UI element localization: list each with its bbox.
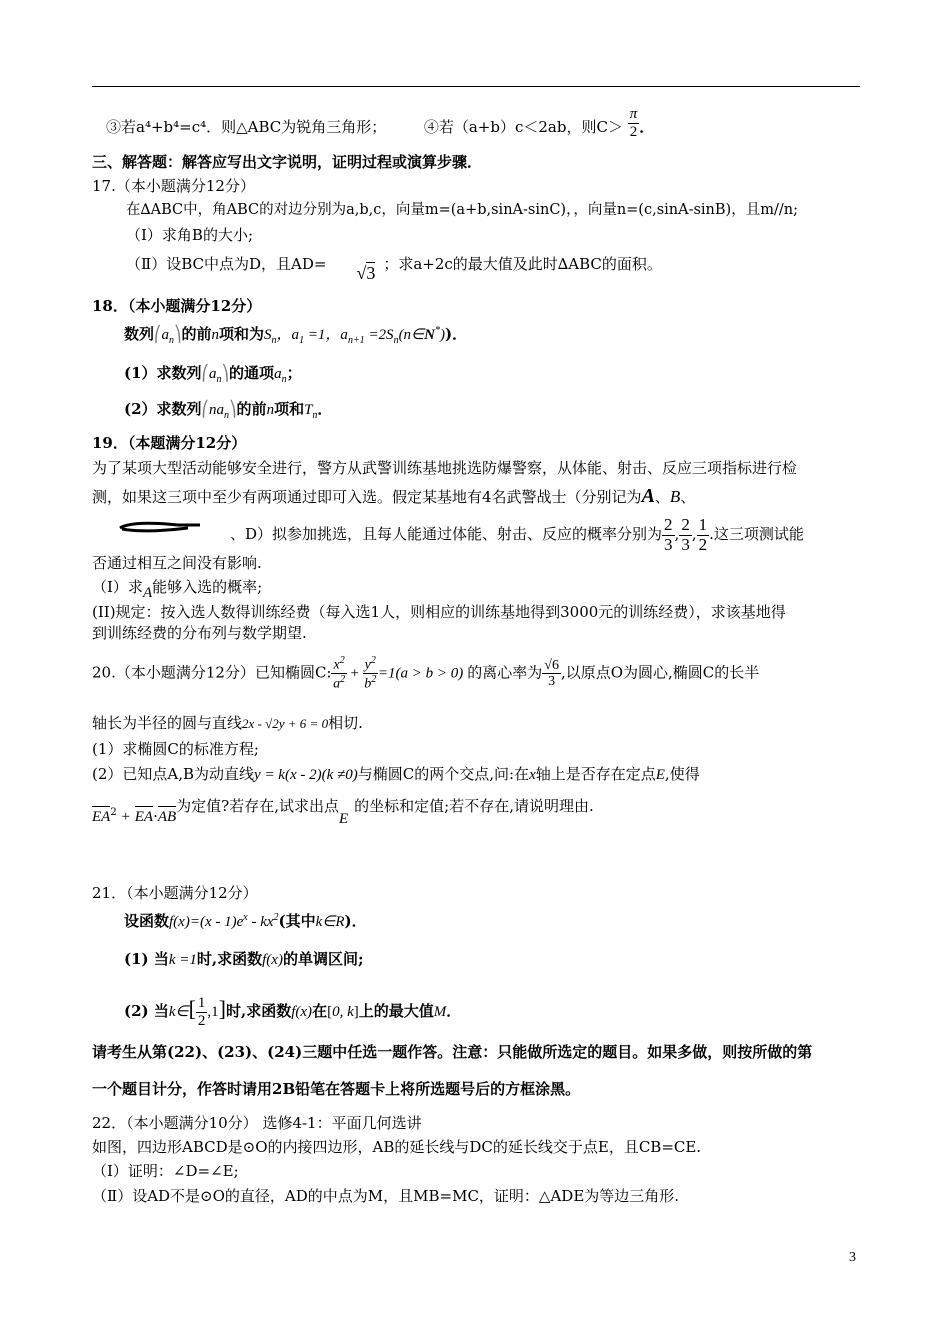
page-number: 3 xyxy=(849,1250,856,1265)
q19-part1: （Ⅰ）求A能够入选的概率; xyxy=(92,578,263,601)
q22-part2: （Ⅱ）设AD不是⊙O的直径，AD的中点为M，且MB=MC，证明：△ADE为等边三角形. xyxy=(92,1187,680,1205)
q17-part1: （Ⅰ）求角B的大小; xyxy=(126,226,254,244)
section-title: 三、解答题：解答应写出文字说明，证明过程或演算步骤． xyxy=(92,153,483,171)
q18-header: 18．（本小题满分12分） xyxy=(92,297,262,315)
q20-line2: 轴长为半径的圆与直线2x - √2y + 6 = 0相切. xyxy=(92,714,363,732)
q18-part2: (2）求数列$⎛na_n⎞$的前n项和$T_n$． xyxy=(124,400,333,421)
notice-line2: 一个题目计分，作答时请用2B铅笔在答题卡上将所选题号后的方框涂黑。 xyxy=(92,1080,581,1098)
q20-vector-line: $EA^2 + EA\cdot AB$为定值?若存在,试求出点E的坐标和定值;若不存在,请说明理由. xyxy=(92,797,594,827)
q19-line4: 否通过相互之间没有影响. xyxy=(92,554,262,572)
q19-part2b: 到训练经费的分布列与数学期望. xyxy=(92,624,307,642)
q19-line3: 、D）拟参加挑选，且每人能通过体能、射击、反应的概率分别为 $\frac{2}{3}$ , $\frac{2}{3}$ , $\frac{1}{2}$ .这三项测试能 xyxy=(230,515,804,554)
q21-stem: 设函数$f(x)=(x - 1)e^x - kx^2$(其中k∈R)． xyxy=(124,912,367,930)
q18-stem: 数列$⎛a_n⎞$的前n项和为$S_n$，$a_1 =1$，$a_{n+1}$ $=2S_n(n\in N^*)$)． xyxy=(124,325,468,346)
q16-item3: ③若a⁴+b⁴=c⁴．则△ABC为锐角三角形； xyxy=(106,118,387,136)
q20-stem: 20.（本小题满分12分）已知椭圆C: $\frac{x^2}{a^2}$ + $\frac{y^2}{b^2}$ =1(a > b > 0) 的离心率为 $\frac{√6}{3}$ ,以原点O为圆心,椭圆C的长半 xyxy=(92,655,760,692)
q22-header: 22．（本小题满分10分） 选修4-1：平面几何选讲 xyxy=(92,1114,422,1132)
scribble-mark xyxy=(118,520,202,534)
q16-items: ③若a⁴+b⁴=c⁴．则△ABC为锐角三角形； ④若（a+b）c＜2ab，则C＞ $\frac{\pi}{2}$ ． xyxy=(106,106,655,140)
q21-header: 21．（本小题满分12分） xyxy=(92,884,258,902)
q18-part1: (1）求数列$⎛a_n⎞$的通项$a_n$； xyxy=(124,364,302,385)
q16-item4-text: ④若（a+b）c＜2ab，则C xyxy=(423,118,608,136)
q16-pi-fraction: $\frac{\pi}{2}$ xyxy=(629,106,638,140)
notice-line1: 请考生从第(22)、(23)、(24)三题中任选一题作答。注意：只能做所选定的题目。如果多做，则按所做的第 xyxy=(92,1043,813,1061)
q19-header: 19．（本题满分12分） xyxy=(92,434,247,452)
q20-part1: (1）求椭圆C的标准方程; xyxy=(92,740,259,758)
q22-stem: 如图，四边形ABCD是⊙O的内接四边形，AB的延长线与DC的延长线交于点E，且CB=CE. xyxy=(92,1138,702,1156)
q22-part1: （Ⅰ）证明：∠D=∠E; xyxy=(92,1162,239,1180)
q17-part2: （Ⅱ）设BC中点为D，且AD= √3 ；求a+2c的最大值及此时∆ABC的面积。 xyxy=(126,255,662,283)
q17-stem: 在∆ABC中，角ABC的对边分别为a,b,c，向量m=(a+b,sinA-sinC)，，向量n=(c,sinA-sinB)，且m//n; xyxy=(126,202,798,218)
header-rule xyxy=(92,86,860,87)
q19-line1: 为了某项大型活动能够安全进行，警方从武警训练基地挑选防爆警察，从体能、射击、反应三项指标进行检 xyxy=(92,459,798,477)
sqrt-symbol: √3 xyxy=(356,263,376,283)
q19-part2a: (II)规定：按入选人数得训练经费（每入选1人，则相应的训练基地得到3000元的训练经费），求该基地得 xyxy=(92,603,786,621)
q21-part1: (1) 当k =1时,求函数f(x)的单调区间; xyxy=(124,950,364,968)
q17-header: 17.（本小题满分12分） xyxy=(92,177,255,195)
q20-part2: (2）已知点A,B为动直线y = k(x - 2)(k ≠0)与椭圆C的两个交点,问:在x轴上是否存在定点E,使得 xyxy=(92,765,700,783)
q21-part2: (2) 当k∈[ $\frac{1}{2}$ ,1]时,求函数f(x)在[0, k]上的最大值M． xyxy=(124,995,462,1029)
q19-line2: 测，如果这三项中至少有两项通过即可入选。假定某基地有4名武警战士（分别记为A、B、 xyxy=(92,485,696,507)
